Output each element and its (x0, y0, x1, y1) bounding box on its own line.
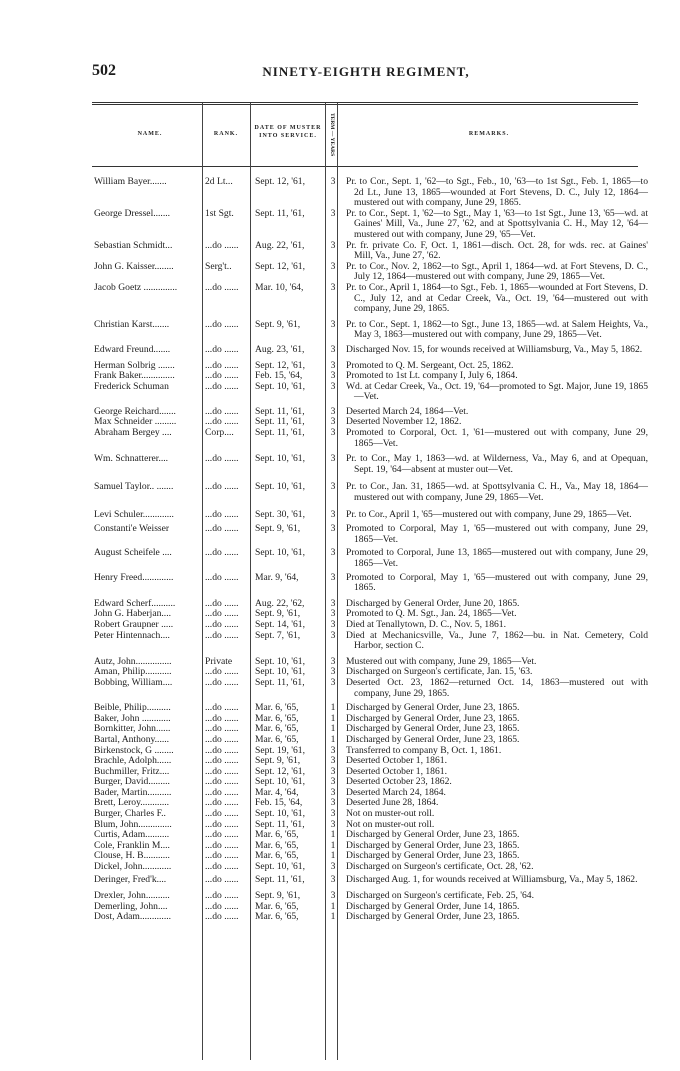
term-years: 3 (330, 416, 336, 428)
remarks-text: Discharged by General Order, June 23, 1865. (346, 712, 520, 724)
muster-date: Sept. 11, '61, (255, 427, 305, 439)
remarks-text: Promoted to Corporal, May 1, '65—mustered out with company, June 29, 1865—Vet. (346, 523, 648, 545)
term-years: 3 (330, 776, 336, 788)
term-years: 3 (330, 755, 336, 767)
term-years: 3 (330, 359, 336, 371)
term-years: 3 (330, 405, 336, 417)
remarks-text: Promoted to Corporal, Oct. 1, '61—mustered out with company, June 29, 1865—Vet. (346, 427, 648, 449)
remarks-text: Discharged by General Order, June 23, 1865. (346, 850, 520, 862)
soldier-rank: ...do ...... (205, 745, 239, 756)
soldier-name: Cole, Franklin M.... (94, 840, 170, 851)
soldier-name: Autz, John............... (94, 656, 172, 667)
term-years: 3 (330, 370, 336, 382)
soldier-rank: ...do ...... (205, 482, 239, 493)
remarks-text: Pr. to Cor., Sept. 1, 1862—to Sgt., June 13, 1865—wd. at Salem Heights, Va., May 3, 1863—mustered out with company, June 29, 1865—Vet. (346, 318, 648, 341)
soldier-name: John G. Kaisser........ (94, 261, 174, 272)
soldier-name: Deringer, Fred'k.... (94, 874, 167, 885)
term-years: 1 (330, 839, 336, 851)
muster-date: Mar. 6, '65, (255, 911, 299, 923)
term-years: 3 (330, 629, 336, 641)
muster-date: Sept. 10, '61, (255, 547, 305, 559)
soldier-rank: ...do ...... (205, 344, 239, 355)
soldier-rank: ...do ...... (205, 819, 239, 830)
table-row (92, 207, 648, 241)
soldier-name: Frank Baker.............. (94, 371, 175, 382)
table-row (92, 629, 648, 652)
soldier-name: Curtis, Adam.......... (94, 830, 170, 841)
term-years: 3 (330, 676, 336, 688)
muster-date: Sept. 11, '61, (255, 818, 305, 830)
term-years: 3 (330, 818, 336, 830)
remarks-text: Discharged by General Order, June 23, 1865. (346, 829, 520, 841)
muster-date: Feb. 15, '64, (255, 797, 303, 809)
soldier-name: Burger, Charles F.. (94, 809, 166, 820)
remarks-text: Discharged by General Order, June 23, 1865. (346, 911, 520, 923)
term-years: 3 (330, 797, 336, 809)
soldier-name: Levi Schuler............. (94, 509, 174, 520)
muster-date: Sept. 10, '61, (255, 655, 305, 667)
remarks-text: Deserted March 24, 1864. (346, 786, 446, 798)
term-years: 3 (330, 318, 336, 330)
soldier-name: William Bayer....... (94, 177, 167, 187)
soldier-name: George Reichard....... (94, 406, 176, 417)
table-row (92, 427, 648, 449)
soldier-rank: ...do ...... (205, 734, 239, 745)
remarks-text: Promoted to Corporal, June 13, 1865—mustered out with company, June 29, 1865—Vet. (346, 547, 648, 569)
soldier-rank: ...do ...... (205, 756, 239, 767)
muster-date: Mar. 6, '65, (255, 850, 299, 862)
remarks-text: Pr. to Cor., April 1, '65—mustered out with company, June 29, 1865—Vet. (346, 508, 632, 520)
soldier-rank: Private (205, 656, 233, 667)
running-header (92, 62, 640, 84)
soldier-name: Edward Scherf.......... (94, 598, 176, 609)
soldier-name: Buchmiller, Fritz.... (94, 766, 170, 777)
soldier-rank: ...do ...... (205, 862, 239, 873)
table-row (92, 481, 648, 504)
table-row (92, 510, 640, 521)
remarks-text: Discharged Nov. 15, for wounds received at Williamsburg, Va., May 5, 1862. (346, 343, 643, 355)
soldier-rank: ...do ...... (205, 677, 239, 688)
soldier-rank: ...do ...... (205, 454, 239, 465)
soldier-rank: 1st Sgt. (205, 208, 234, 219)
table-top-rule-2 (92, 104, 638, 105)
soldier-name: Bartal, Anthony...... (94, 734, 170, 745)
soldier-name: August Scheifele .... (94, 548, 172, 559)
soldier-rank: ...do ...... (205, 630, 239, 641)
soldier-rank: ...do ...... (205, 724, 239, 735)
soldier-rank: ...do ...... (205, 901, 239, 912)
muster-date: Sept. 9, '61, (255, 755, 301, 767)
remarks-text: Deserted March 24, 1864—Vet. (346, 405, 469, 417)
remarks-text: Died at Tenallytown, D. C., Nov. 5, 1861. (346, 618, 507, 630)
term-years: 3 (330, 765, 336, 777)
remarks-text: Pr. fr. private Co. F, Oct. 1, 1861—disch. Oct. 28, for wds. rec. at Gaines' Mill, Va., June 27, '62. (346, 239, 648, 262)
table-row (92, 176, 648, 209)
term-years: 3 (330, 597, 336, 609)
muster-date: Sept. 12, '61, (255, 765, 305, 777)
soldier-rank: ...do ...... (205, 891, 239, 902)
muster-date: Sept. 10, '61, (255, 666, 305, 678)
remarks-text: Deserted October 23, 1862. (346, 776, 452, 788)
muster-date: Sept. 11, '61, (255, 416, 305, 428)
table-row (92, 571, 648, 594)
remarks-text: Discharged by General Order, June 14, 1865. (346, 900, 520, 912)
muster-date: Mar. 10, '64, (255, 281, 304, 293)
muster-date: Mar. 6, '65, (255, 723, 299, 735)
soldier-rank: ...do ...... (205, 619, 239, 630)
remarks-text: Deserted November 12, 1862. (346, 416, 462, 428)
soldier-name: Sebastian Schmidt... (94, 240, 173, 251)
term-years: 3 (330, 523, 336, 535)
soldier-name: Robert Graupner ..... (94, 619, 174, 630)
table-row (92, 343, 643, 356)
soldier-rank: ...do ...... (205, 912, 239, 923)
table-row (92, 547, 648, 569)
muster-date: Sept. 14, '61, (255, 618, 305, 630)
muster-date: Sept. 7, '61, (255, 629, 301, 641)
soldier-name: Drexler, John.......... (94, 891, 170, 902)
soldier-name: John G. Haberjan.... (94, 609, 171, 620)
term-years: 3 (330, 618, 336, 630)
term-years: 3 (330, 508, 336, 520)
soldier-rank: ...do ...... (205, 840, 239, 851)
muster-date: Mar. 6, '65, (255, 900, 299, 912)
table-top-rule (92, 102, 638, 103)
soldier-rank: ...do ...... (205, 667, 239, 678)
muster-date: Sept. 30, '61, (255, 508, 305, 520)
table-row (92, 318, 648, 341)
muster-date: Mar. 6, '65, (255, 733, 299, 745)
soldier-name: Samuel Taylor.. ....... (94, 482, 174, 493)
muster-date: Sept. 9, '61, (255, 523, 301, 535)
soldier-name: Henry Freed............. (94, 572, 174, 583)
remarks-text: Transferred to company B, Oct. 1, 1861. (346, 744, 502, 756)
muster-date: Sept. 10, '61, (255, 380, 305, 392)
muster-date: Sept. 11, '61, (255, 207, 305, 219)
muster-date: Feb. 15, '64, (255, 370, 303, 382)
soldier-rank: ...do ...... (205, 548, 239, 559)
soldier-rank: ...do ...... (205, 874, 239, 885)
term-years: 3 (330, 281, 336, 293)
remarks-text: Mustered out with company, June 29, 1865—Vet. (346, 655, 537, 667)
soldier-rank: ...do ...... (205, 598, 239, 609)
table-row (92, 620, 640, 631)
term-years: 3 (330, 547, 336, 559)
soldier-rank: ...do ...... (205, 406, 239, 417)
soldier-rank: ...do ...... (205, 609, 239, 620)
term-years: 1 (330, 850, 336, 862)
soldier-name: Abraham Bergey .... (94, 428, 172, 439)
muster-date: Sept. 12, '61, (255, 176, 305, 187)
table-row (92, 453, 648, 475)
soldier-name: Peter Hintennach.... (94, 630, 170, 641)
remarks-text: Not on muster-out roll. (346, 818, 435, 830)
muster-date: Sept. 10, '61, (255, 776, 305, 788)
muster-date: Sept. 11, '61, (255, 405, 305, 417)
remarks-text: Discharged by General Order, June 23, 1865. (346, 723, 520, 735)
term-years: 3 (330, 176, 336, 187)
soldier-rank: ...do ...... (205, 319, 239, 330)
remarks-text: Deserted October 1, 1861. (346, 755, 447, 767)
soldier-rank: ...do ...... (205, 524, 239, 535)
soldier-rank: ...do ...... (205, 572, 239, 583)
remarks-text: Discharged on Surgeon's certificate, Feb. 25, '64. (346, 890, 535, 902)
term-years: 3 (330, 207, 336, 219)
remarks-text: Discharged on Surgeon's certificate, Oct. 28, '62. (346, 861, 534, 873)
term-years: 1 (330, 702, 336, 714)
soldier-name: Bobbing, William.... (94, 677, 173, 688)
muster-date: Sept. 10, '61, (255, 861, 305, 873)
term-years: 3 (330, 890, 336, 902)
soldier-name: Blum, John.............. (94, 819, 172, 830)
remarks-text: Deserted Oct. 23, 1862—returned Oct. 14, 1863—mustered out with company, June 29, 1865. (346, 676, 648, 699)
remarks-text: Discharged by General Order, June 23, 1865. (346, 839, 520, 851)
term-years: 3 (330, 873, 336, 885)
term-years: 1 (330, 900, 336, 912)
col-header-date-2: INTO SERVICE. (259, 133, 317, 139)
muster-date: Sept. 11, '61, (255, 873, 305, 885)
soldier-name: Frederick Schuman (94, 381, 169, 392)
soldier-name: Aman, Philip........... (94, 667, 172, 678)
table-row (92, 523, 648, 545)
soldier-rank: Serg't.. (205, 261, 232, 272)
soldier-rank: ...do ...... (205, 766, 239, 777)
soldier-rank: ...do ...... (205, 830, 239, 841)
term-years: 3 (330, 239, 336, 251)
remarks-text: Discharged Aug. 1, for wounds received at Williamsburg, Va., May 5, 1862. (346, 873, 638, 885)
soldier-name: Burger, David......... (94, 777, 170, 788)
table-row (92, 380, 648, 403)
soldier-name: Dost, Adam............. (94, 912, 172, 923)
muster-date: Aug. 22, '61, (255, 239, 305, 251)
muster-date: Mar. 4, '64, (255, 786, 299, 798)
col-header-years: TERM — YEARS (329, 113, 335, 157)
term-years: 1 (330, 723, 336, 735)
soldier-name: Bornkitter, John...... (94, 724, 171, 735)
term-years: 3 (330, 861, 336, 873)
term-years: 3 (330, 744, 336, 756)
soldier-rank: ...do ...... (205, 509, 239, 520)
term-years: 1 (330, 911, 336, 923)
soldier-name: George Dressel....... (94, 208, 171, 219)
term-years: 3 (330, 427, 336, 439)
remarks-text: Promoted to 1st Lt. company I, July 6, 1864. (346, 370, 518, 382)
soldier-name: Brachle, Adolph...... (94, 756, 172, 767)
remarks-text: Pr. to Cor., Sept. 1, '62—to Sgt., May 1, '63—to 1st Sgt., June 13, '65—wd. at Gaines' Mill, Va., June 27, '62, and at Spottsylvania C. H., May 12, '64—mustered out with company, June 29, '65—Vet. (346, 207, 648, 240)
remarks-text: Pr. to Cor., Sept. 1, '62—to Sgt., Feb., 10, '63—to 1st Sgt., Feb. 1, 1865—to 2d Lt., June 13, 1865—wounded at Fort Stevens, D. C., July 12, 1864—mustered out with company, June 29, 1865. (346, 176, 648, 209)
soldier-rank: ...do ...... (205, 787, 239, 798)
table-row (92, 260, 648, 283)
term-years: 1 (330, 733, 336, 745)
soldier-name: Beible, Philip.......... (94, 703, 171, 714)
soldier-name: Bader, Martin.......... (94, 787, 172, 798)
muster-date: Mar. 6, '65, (255, 712, 299, 724)
soldier-name: Demerling, John.... (94, 901, 168, 912)
muster-date: Sept. 9, '61, (255, 890, 301, 902)
table-row (92, 281, 648, 315)
soldier-rank: ...do ...... (205, 381, 239, 392)
remarks-text: Promoted to Q. M. Sergeant, Oct. 25, 1862. (346, 359, 514, 371)
soldier-name: Edward Freund....... (94, 344, 171, 355)
muster-date: Mar. 9, '64, (255, 571, 299, 583)
soldier-rank: ...do ...... (205, 851, 239, 862)
soldier-rank: ...do ...... (205, 777, 239, 788)
remarks-text: Died at Mechanicsville, Va., June 7, 1862—bu. in Nat. Cemetery, Cold Harbor, section C. (346, 629, 648, 652)
soldier-rank: ...do ...... (205, 798, 239, 809)
muster-date: Mar. 6, '65, (255, 702, 299, 714)
soldier-name: Brett, Leroy............ (94, 798, 170, 809)
term-years: 3 (330, 380, 336, 392)
soldier-name: Dickel, John............ (94, 862, 172, 873)
remarks-text: Discharged by General Order, June 20, 1865. (346, 597, 520, 609)
muster-date: Sept. 12, '61, (255, 359, 305, 371)
term-years: 3 (330, 481, 336, 493)
soldier-rank: ...do ...... (205, 809, 239, 820)
muster-date: Aug. 22, '62, (255, 597, 305, 609)
muster-date: Sept. 10, '61, (255, 453, 305, 465)
soldier-rank: ...do ...... (205, 360, 239, 371)
table-row (92, 875, 640, 886)
term-years: 3 (330, 260, 336, 272)
remarks-text: Discharged on Surgeon's certificate, Jan. 15, '63. (346, 666, 533, 678)
remarks-text: Discharged by General Order, June 23, 1865. (346, 733, 520, 745)
col-header-remarks: REMARKS. (468, 131, 510, 137)
muster-date: Mar. 6, '65, (255, 829, 299, 841)
term-years: 3 (330, 666, 336, 678)
remarks-text: Promoted to Q. M. Sgt., Jan. 24, 1865—Vet. (346, 608, 517, 620)
soldier-name: Herman Solbrig ....... (94, 360, 175, 371)
remarks-text: Wd. at Cedar Creek, Va., Oct. 19, '64—promoted to Sgt. Major, June 19, 1865—Vet. (346, 380, 648, 403)
muster-date: Aug. 23, '61, (255, 343, 305, 355)
remarks-text: Pr. to Cor., April 1, 1864—to Sgt., Feb. 1, 1865—wounded at Fort Stevens, D. C., July 12, and at Cedar Creek, Va., Oct. 19, '64—mustered out with company, June 29, 1865. (346, 281, 648, 315)
header-bottom-rule (92, 166, 638, 167)
muster-date: Sept. 10, '61, (255, 808, 305, 820)
remarks-text: Discharged by General Order, June 23, 1865. (346, 702, 520, 714)
remarks-text: Promoted to Corporal, May 1, '65—mustered out with company, June 29, 1865. (346, 571, 648, 594)
term-years: 3 (330, 343, 336, 355)
soldier-rank: 2d Lt... (205, 177, 233, 187)
remarks-text: Not on muster-out roll. (346, 808, 435, 820)
soldier-rank: ...do ...... (205, 282, 239, 293)
table-row (92, 239, 648, 262)
term-years: 3 (330, 453, 336, 465)
muster-date: Sept. 9, '61, (255, 608, 301, 620)
remarks-text: Pr. to Cor., Jan. 31, 1865—wd. at Spottsylvania C. H., Va., May 18, 1864—mustered out with company, June 29, 1865—Vet. (346, 481, 648, 504)
soldier-rank: ...do ...... (205, 240, 239, 251)
remarks-text: Deserted June 28, 1864. (346, 797, 439, 809)
muster-date: Sept. 10, '61, (255, 481, 305, 493)
running-title: NINETY-EIGHTH REGIMENT, (262, 64, 470, 79)
table-row (92, 912, 640, 923)
col-header-date-1: DATE OF MUSTER (254, 125, 322, 131)
soldier-name: Christian Karst....... (94, 319, 170, 330)
soldier-rank: Corp.... (205, 428, 234, 439)
soldier-name: Baker, John ............ (94, 713, 171, 724)
term-years: 1 (330, 829, 336, 841)
soldier-name: Wm. Schnatterer.... (94, 454, 169, 465)
term-years: 3 (330, 786, 336, 798)
muster-date: Sept. 19, '61, (255, 744, 305, 756)
roster-table (92, 176, 648, 923)
page-number: 502 (92, 62, 116, 79)
soldier-rank: ...do ...... (205, 703, 239, 714)
remarks-text: Deserted October 1, 1861. (346, 765, 447, 777)
muster-date: Sept. 9, '61, (255, 318, 301, 330)
muster-date: Mar. 6, '65, (255, 839, 299, 851)
term-years: 3 (330, 655, 336, 667)
table-row (92, 735, 640, 746)
term-years: 3 (330, 608, 336, 620)
term-years: 3 (330, 808, 336, 820)
col-header-name: NAME. (137, 131, 163, 137)
remarks-text: Pr. to Cor., May 1, 1863—wd. at Wilderness, Va., May 6, and at Opequan, Sept. 19, '64—absent at muster out—Vet. (346, 453, 648, 475)
soldier-rank: ...do ...... (205, 713, 239, 724)
table-row (92, 676, 648, 699)
term-years: 1 (330, 712, 336, 724)
table-row (92, 862, 640, 873)
term-years: 3 (330, 571, 336, 583)
soldier-name: Jacob Goetz .............. (94, 282, 178, 293)
col-header-rank: RANK. (213, 131, 239, 137)
muster-date: Sept. 12, '61, (255, 260, 305, 272)
soldier-name: Constanti'e Weisser (94, 524, 170, 535)
muster-date: Sept. 11, '61, (255, 676, 305, 688)
soldier-name: Max Schneider ......... (94, 417, 177, 428)
soldier-rank: ...do ...... (205, 417, 239, 428)
soldier-rank: ...do ...... (205, 371, 239, 382)
soldier-name: Birkenstock, G ........ (94, 745, 174, 756)
soldier-name: Clouse, H. B........... (94, 851, 170, 862)
remarks-text: Pr. to Cor., Nov. 2, 1862—to Sgt., April 1, 1864—wd. at Fort Stevens, D. C., July 12, 1864—mustered out with company, June 29, 1865—Vet. (346, 260, 648, 283)
